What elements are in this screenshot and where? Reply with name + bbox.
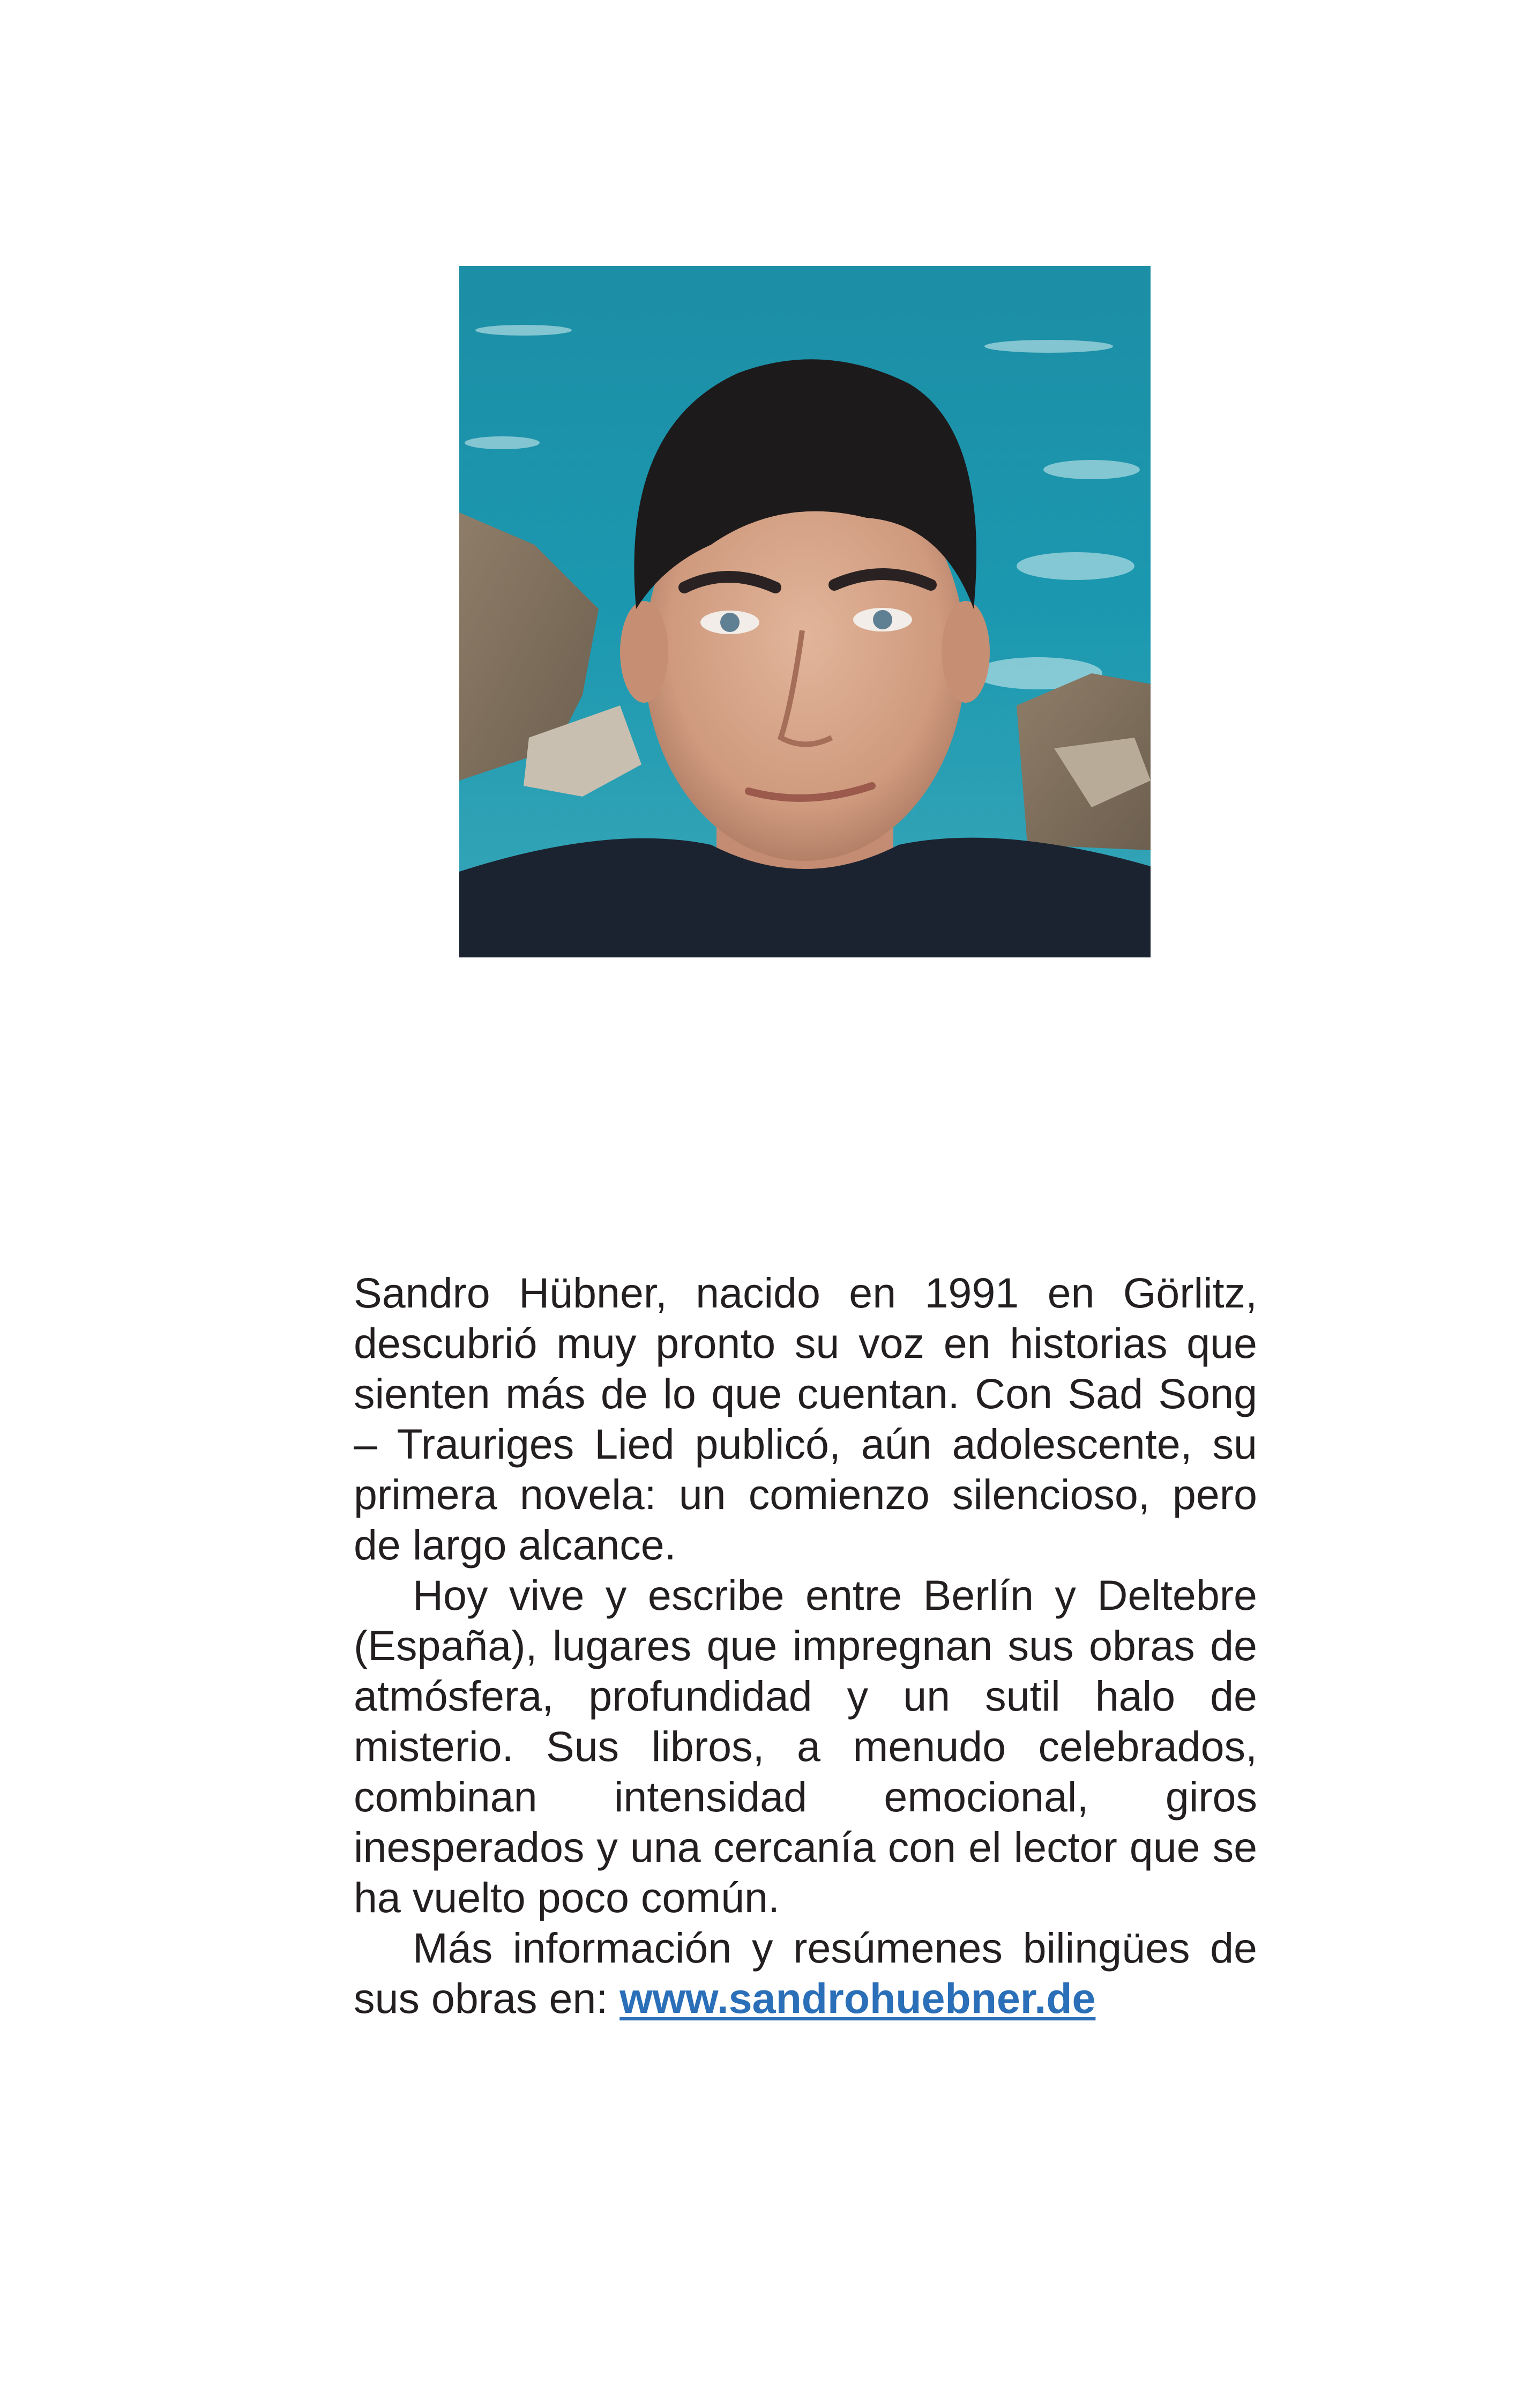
author-bio: [354, 1268, 1257, 2024]
author-photo: [459, 266, 1151, 957]
bio-paragraph-3: [354, 1923, 1257, 2024]
bio-paragraph-3-text: Más información y resúmenes bilingües de sus obras en:: [354, 1924, 1257, 2022]
website-link[interactable]: www.sandrohuebner.de: [619, 1974, 1096, 2022]
bio-paragraph-1: Sandro Hübner, nacido en 1991 en Görlitz, descubrió muy pronto su voz en historias que sienten más de lo que cuentan. Con Sad Song – Trauriges Lied publicó, aún adolescente, su primera novela: un comienzo silencioso, pero de largo alcance.: [354, 1269, 1257, 1569]
bio-paragraph-2: Hoy vive y escribe entre Berlín y Deltebre (España), lugares que impregnan sus obras de atmósfera, profundidad y un sutil halo de misterio. Sus libros, a menudo celebrados, combinan intensidad emocional, giros inesperados y una cercanía con el lector que se ha vuelto poco común.: [354, 1571, 1257, 1921]
